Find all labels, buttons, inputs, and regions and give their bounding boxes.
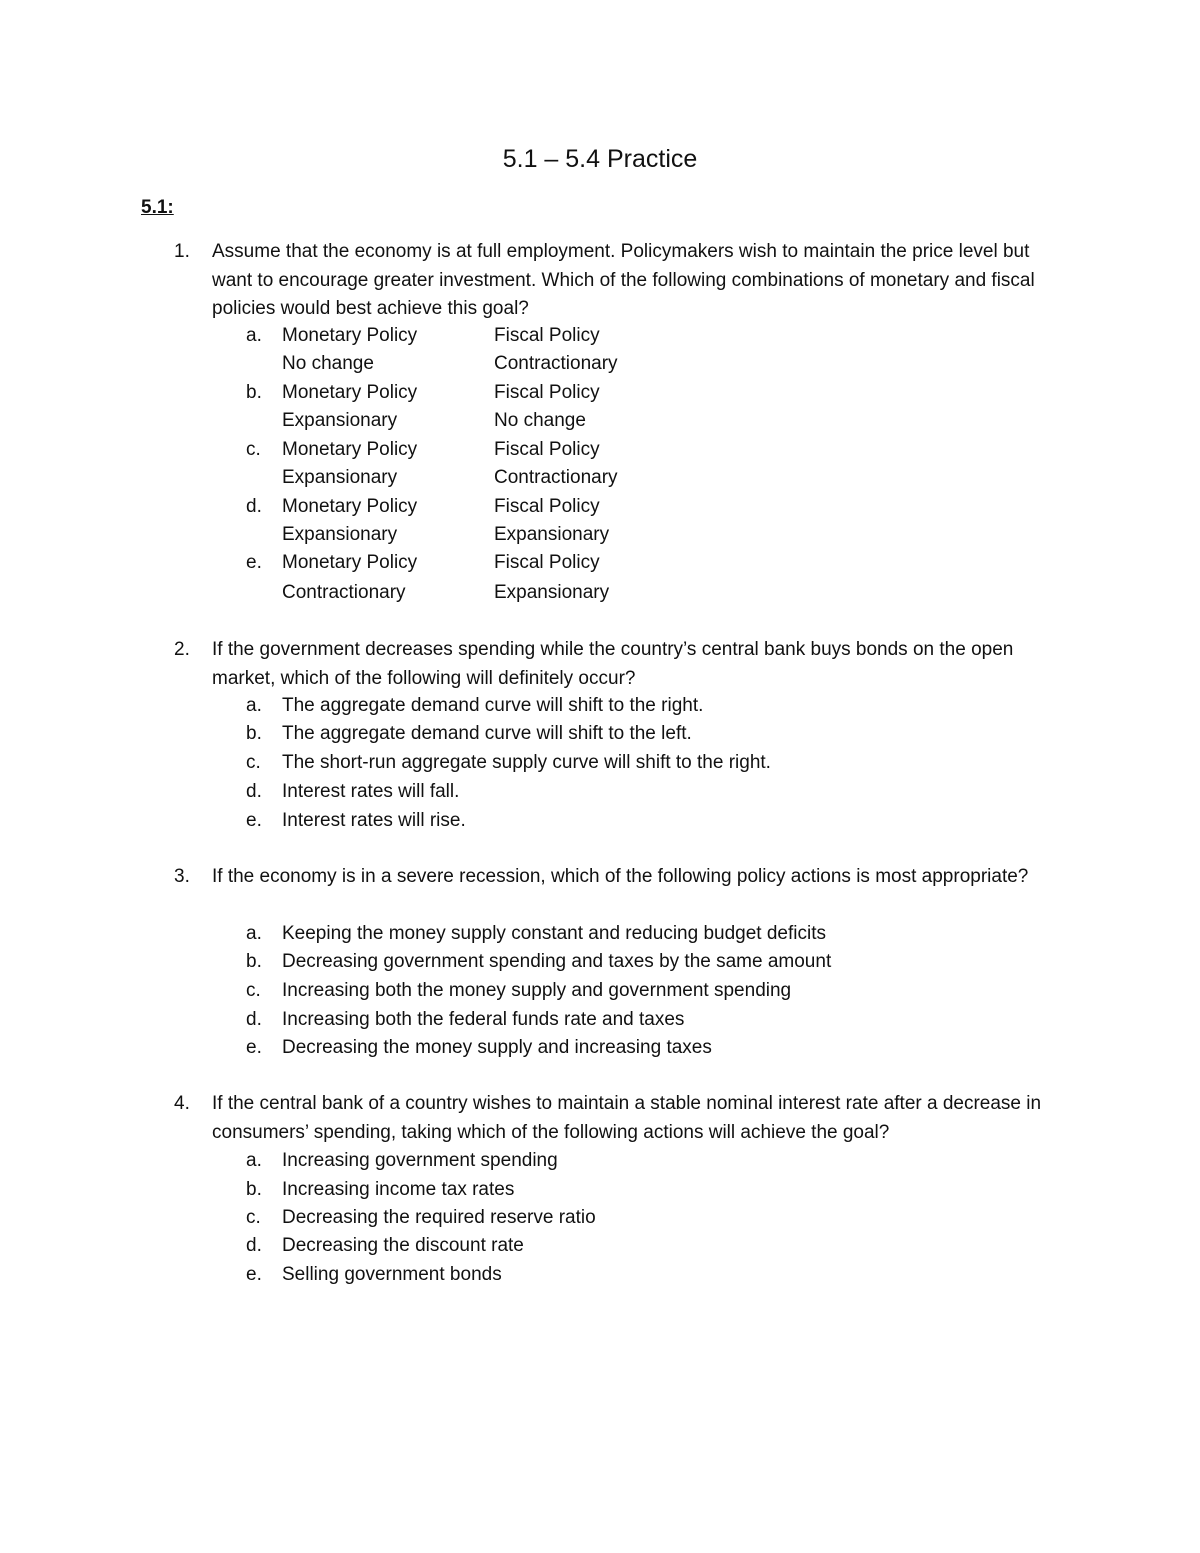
option-value-row [0,407,1200,436]
option-letter: d. [246,1009,262,1030]
question-number: 3. [174,866,190,887]
option-monetary-value: No change [282,353,374,374]
option-column-label-fiscal: Fiscal Policy [494,496,600,517]
option-text: Selling government bonds [282,1264,502,1285]
option-text: Decreasing the required reserve ratio [282,1207,596,1228]
option-letter: a. [246,1150,262,1171]
option-text: Increasing both the federal funds rate and taxes [282,1009,685,1030]
option-column-label-monetary: Monetary Policy [282,496,418,517]
question-number: 4. [174,1093,190,1114]
option-column-label-fiscal: Fiscal Policy [494,382,600,403]
option-text: Decreasing the discount rate [282,1235,524,1256]
option-letter: d. [246,496,262,517]
option-fiscal-value: Expansionary [494,524,610,545]
option-header-row [0,379,1200,408]
option-row [0,692,1200,721]
option-row [0,778,1200,807]
option-letter: c. [246,752,261,773]
option-row [0,1147,1200,1176]
question-text: If the economy is in a severe recession, which of the following policy actions is most appropriate? [212,866,1029,887]
option-column-label-monetary: Monetary Policy [282,439,418,460]
option-row [0,1176,1200,1205]
option-text: The aggregate demand curve will shift to the right. [282,695,704,716]
option-fiscal-value: Expansionary [494,582,610,603]
option-column-label-fiscal: Fiscal Policy [494,439,600,460]
option-monetary-value: Expansionary [282,524,398,545]
option-fiscal-value: No change [494,410,586,431]
option-text: Decreasing government spending and taxes by the same amount [282,951,832,972]
option-text: Increasing both the money supply and government spending [282,980,792,1001]
question-text: If the central bank of a country wishes to maintain a stable nominal interest rate after a decrease in consumers’ spending, taking which of the following actions will achieve the goal? [212,1093,1042,1143]
option-value-row [0,350,1200,379]
option-row [0,920,1200,949]
option-text: The short-run aggregate supply curve will shift to the right. [282,752,771,773]
option-row [0,749,1200,778]
section-heading: 5.1: [141,197,174,218]
option-fiscal-value: Contractionary [494,353,618,374]
option-value-row [0,521,1200,550]
option-row [0,1261,1200,1290]
option-text: Interest rates will rise. [282,810,466,831]
option-text: Keeping the money supply constant and reducing budget deficits [282,923,826,944]
option-header-row [0,493,1200,522]
option-letter: b. [246,723,262,744]
option-monetary-value: Expansionary [282,467,398,488]
option-letter: e. [246,1037,262,1058]
option-row [0,1034,1200,1063]
question-number: 2. [174,639,190,660]
option-column-label-monetary: Monetary Policy [282,552,418,573]
option-letter: b. [246,382,262,403]
option-letter: e. [246,1264,262,1285]
option-letter: c. [246,980,261,1001]
option-text: Decreasing the money supply and increasing taxes [282,1037,712,1058]
option-letter: a. [246,923,262,944]
option-header-row [0,322,1200,351]
option-letter: a. [246,325,262,346]
option-letter: e. [246,552,262,573]
option-row [0,948,1200,977]
option-row [0,720,1200,749]
option-monetary-value: Contractionary [282,582,406,603]
option-row [0,977,1200,1006]
option-row [0,807,1200,836]
option-letter: b. [246,1179,262,1200]
option-value-row [0,579,1200,608]
option-header-row [0,436,1200,465]
option-column-label-monetary: Monetary Policy [282,382,418,403]
option-row [0,1204,1200,1233]
option-letter: b. [246,951,262,972]
option-value-row [0,464,1200,493]
option-letter: d. [246,781,262,802]
option-text: Increasing income tax rates [282,1179,515,1200]
question-text: Assume that the economy is at full employment. Policymakers wish to maintain the price level but want to encourage greater investment. Which of the following combinations of monetary and fiscal policies would best achieve this goal? [212,241,1035,319]
option-text: Interest rates will fall. [282,781,460,802]
option-row [0,1232,1200,1261]
option-letter: a. [246,695,262,716]
option-letter: e. [246,810,262,831]
option-letter: c. [246,1207,261,1228]
option-column-label-fiscal: Fiscal Policy [494,325,600,346]
option-header-row [0,549,1200,578]
option-fiscal-value: Contractionary [494,467,618,488]
page-title: 5.1 – 5.4 Practice [502,145,698,173]
question-number: 1. [174,241,190,262]
option-letter: d. [246,1235,262,1256]
option-column-label-fiscal: Fiscal Policy [494,552,600,573]
option-column-label-monetary: Monetary Policy [282,325,418,346]
option-text: Increasing government spending [282,1150,558,1171]
option-monetary-value: Expansionary [282,410,398,431]
option-letter: c. [246,439,261,460]
option-text: The aggregate demand curve will shift to the left. [282,723,692,744]
question-text: If the government decreases spending while the country’s central bank buys bonds on the open market, which of the following will definitely occur? [212,639,1014,689]
option-row [0,1006,1200,1035]
